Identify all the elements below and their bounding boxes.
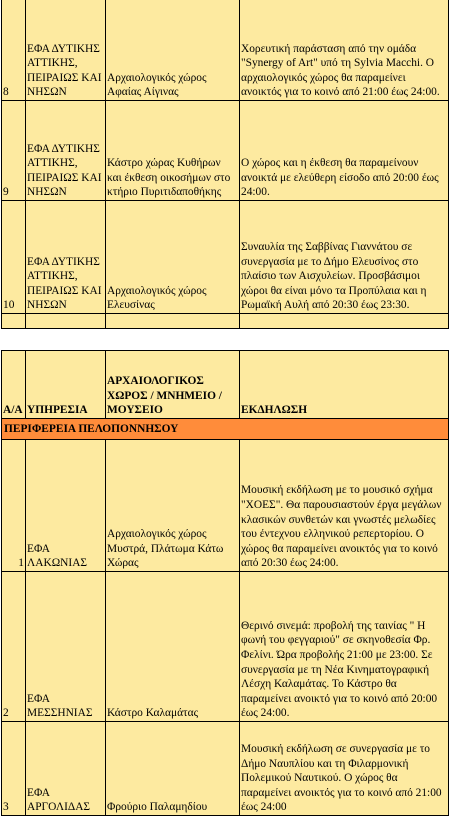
header-row: [2, 351, 449, 419]
events-table-peloponnese: [1, 350, 449, 816]
table-row: [2, 0, 449, 101]
row-number: 8: [2, 0, 26, 101]
event-cell: Μουσική εκδήλωση σε συνεργασία με το Δήμο Ναυπλίου και τη Φιλαρμονική Πολεμικού Ναυτικού. Ο χώρος θα παραμείνει ανοικτός για το κοινό από 21:00 έως 24:00: [240, 722, 449, 816]
row-number: 2: [2, 572, 26, 722]
site-cell: Κάστρο Καλαμάτας: [106, 572, 240, 722]
table-row-stub: [2, 314, 449, 329]
event-cell: Θερινό σινεμά: προβολή της ταινίας " Η φωνή του φεγγαριού" σε σκηνοθεσία Φρ. Φελίνι. Ώρα προβολής 21:00 με 23:00. Σε συνεργασία με τη Νέα Κινηματογραφική Λέσχη Καλαμάτας. Το Κάστρο θα παραμείνει ανοικτό για το κοινό από 20:00 έως 24:00.: [240, 572, 449, 722]
site-cell: Αρχαιολογικός χώρος Μυστρά, Πλάτωμα Κάτω Χώρας: [106, 440, 240, 572]
empty-cell: [2, 314, 26, 329]
table-row: [2, 572, 449, 722]
empty-cell: [106, 314, 240, 329]
agency-cell: ΕΦΑ ΛΑΚΩΝΙΑΣ: [26, 440, 106, 572]
row-number: 9: [2, 101, 26, 201]
table-row: [2, 722, 449, 816]
empty-cell: [240, 314, 449, 329]
site-cell: Φρούριο Παλαμηδίου: [106, 722, 240, 816]
site-cell: Κάστρο χώρας Κυθήρων και έκθεση οικοσήμων στο κτήριο Πυριτιδαποθήκης: [106, 101, 240, 201]
row-number: 10: [2, 201, 26, 314]
empty-cell: [26, 314, 106, 329]
agency-cell: ΕΦΑ ΜΕΣΣΗΝΙΑΣ: [26, 572, 106, 722]
agency-cell: ΕΦΑ ΔΥΤΙΚΗΣ ΑΤΤΙΚΗΣ, ΠΕΙΡΑΙΩΣ ΚΑΙ ΝΗΣΩΝ: [26, 201, 106, 314]
site-cell: Αρχαιολογικός χώρος Ελευσίνας: [106, 201, 240, 314]
agency-cell: ΕΦΑ ΔΥΤΙΚΗΣ ΑΤΤΙΚΗΣ, ΠΕΙΡΑΙΩΣ ΚΑΙ ΝΗΣΩΝ: [26, 0, 106, 101]
table-row: [2, 440, 449, 572]
event-cell: Χορευτική παράσταση από την ομάδα "Synergy of Art" υπό τη Sylvia Macchi. Ο αρχαιολογικός χώρος θα παραμείνει ανοικτός για το κοινό από 21:00 έως 24:00.: [240, 0, 449, 101]
table-row: [2, 101, 449, 201]
header-event: ΕΚΔΗΛΩΣΗ: [240, 351, 449, 419]
region-row: [2, 419, 449, 440]
agency-cell: ΕΦΑ ΑΡΓΟΛΙΔΑΣ: [26, 722, 106, 816]
header-site: ΑΡΧΑΙΟΛΟΓΙΚΟΣ ΧΩΡΟΣ / ΜΝΗΜΕΙΟ / ΜΟΥΣΕΙΟ: [106, 351, 240, 419]
events-table-attica: [1, 0, 449, 329]
header-agency: ΥΠΗΡΕΣΙΑ: [26, 351, 106, 419]
event-cell: Συναυλία της Σαββίνας Γιαννάτου σε συνεργασία με το Δήμο Ελευσίνος στο πλαίσιο των Αισχυλείων. Προσβάσιμοι χώροι θα είναι μόνο τα Προπύλαια και η Ρωμαϊκή Αυλή από 20:30 έως 23:30.: [240, 201, 449, 314]
event-cell: Ο χώρος και η έκθεση θα παραμείνουν ανοικτά με ελεύθερη είσοδο από 20:00 έως 24:00.: [240, 101, 449, 201]
agency-cell: ΕΦΑ ΔΥΤΙΚΗΣ ΑΤΤΙΚΗΣ, ΠΕΙΡΑΙΩΣ ΚΑΙ ΝΗΣΩΝ: [26, 101, 106, 201]
header-num: Α/Α: [2, 351, 26, 419]
table-row: [2, 201, 449, 314]
row-number: 3: [2, 722, 26, 816]
site-cell: Αρχαιολογικός χώρος Αφαίας Αίγινας: [106, 0, 240, 101]
event-cell: Μουσική εκδήλωση με το μουσικό σχήμα "ΧΟΕΣ". Θα παρουσιαστούν έργα μεγάλων κλασικών συνθετών και γνωστές μελωδίες του έντεχνου ελληνικού ρεπερτορίου. Ο χώρος θα παραμείνει ανοικτός για το κοινό από 20:30 έως 24:00.: [240, 440, 449, 572]
row-number: 1: [2, 440, 26, 572]
region-title: ΠΕΡΙΦΕΡΕΙΑ ΠΕΛΟΠΟΝΝΗΣΟΥ: [2, 419, 449, 440]
